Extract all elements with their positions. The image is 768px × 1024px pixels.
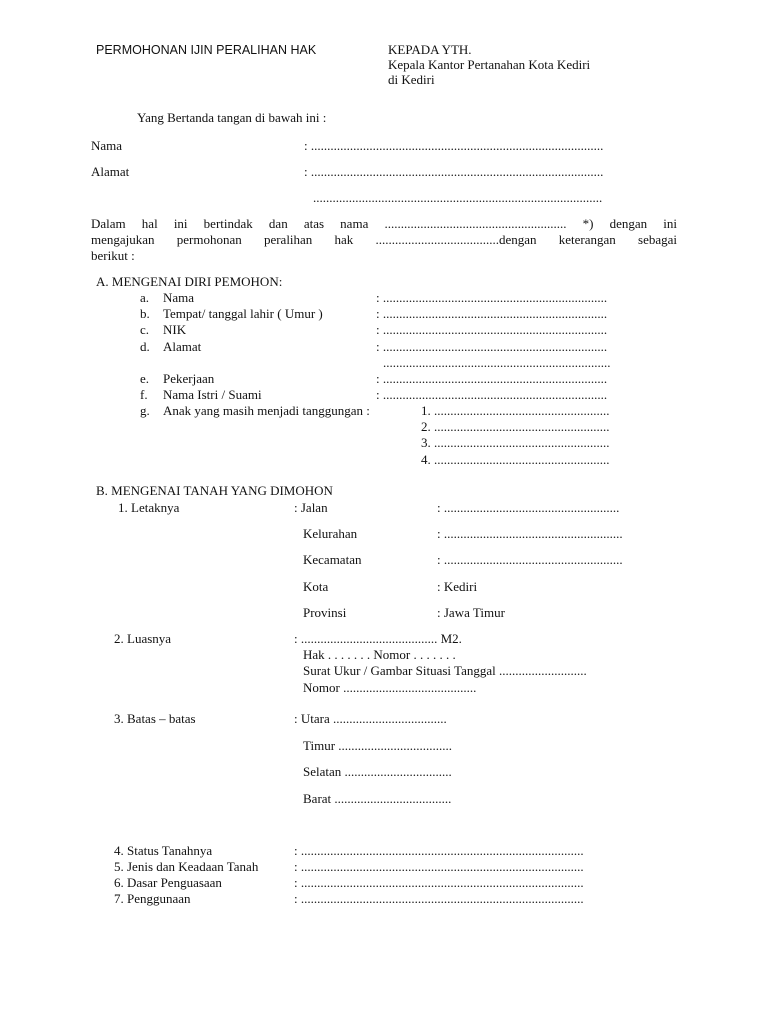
intro-nama-label: Nama (91, 138, 123, 153)
lokasi-label-kelurahan: Kelurahan (303, 526, 358, 541)
intro-paragraph-line-3: berikut : (91, 248, 135, 263)
lokasi-label-provinsi: Provinsi (303, 605, 347, 620)
section-b-jenis-label: 5. Jenis dan Keadaan Tanah (114, 859, 259, 874)
section-a-field-anak-2[interactable]: 2. ...................................................... (421, 419, 610, 434)
section-a-label-anak: Anak yang masih menjadi tanggungan : (163, 403, 370, 418)
section-a-field-nik[interactable]: : ..................................................................... (376, 322, 608, 337)
intro-nama-field[interactable]: : .......................................................................................... (304, 138, 604, 153)
batas-barat-field[interactable]: Barat .................................... (303, 791, 452, 806)
lokasi-field-kecamatan[interactable]: : ....................................................... (437, 552, 623, 567)
section-a-field-anak-1[interactable]: 1. ...................................................... (421, 403, 610, 418)
luas-hak-nomor-field[interactable]: Hak . . . . . . . Nomor . . . . . . . (303, 647, 456, 662)
intro-alamat-label: Alamat (91, 164, 130, 179)
section-a-field-istri-suami[interactable]: : ..................................................................... (376, 387, 608, 402)
batas-timur-field[interactable]: Timur ................................... (303, 738, 453, 753)
lokasi-field-jalan[interactable]: : ...................................................... (437, 500, 620, 515)
intro-alamat-field[interactable]: : .......................................................................................... (304, 164, 604, 179)
section-a-heading: A. MENGENAI DIRI PEMOHON: (96, 274, 283, 289)
batas-selatan-field[interactable]: Selatan ................................. (303, 764, 452, 779)
jenis-keadaan-field[interactable]: : ....................................................................................... (294, 859, 584, 874)
section-a-letter: d. (140, 339, 150, 354)
lokasi-label-kota: Kota (303, 579, 329, 594)
intro-signed-text: Yang Bertanda tangan di bawah ini : (137, 110, 327, 125)
intro-paragraph-line-2: mengajukan permohonan peralihan hak ......................................dengan keterangan sebagai (91, 232, 677, 247)
lokasi-field-provinsi: : Jawa Timur (437, 605, 505, 620)
lokasi-label-jalan: : Jalan (294, 500, 328, 515)
luas-surat-ukur-field[interactable]: Surat Ukur / Gambar Situasi Tanggal ........................... (303, 663, 587, 678)
section-a-field-anak-4[interactable]: 4. ...................................................... (421, 452, 610, 467)
intro-paragraph-line-1: Dalam hal ini bertindak dan atas nama ........................................................ *) dengan ini (91, 216, 677, 231)
section-a-label-istri-suami: Nama Istri / Suami (163, 387, 262, 402)
section-a-label-nama: Nama (163, 290, 195, 305)
penggunaan-field[interactable]: : ....................................................................................... (294, 891, 584, 906)
section-a-field-pekerjaan[interactable]: : ..................................................................... (376, 371, 608, 386)
section-a-field-ttl[interactable]: : ..................................................................... (376, 306, 608, 321)
section-a-letter: a. (140, 290, 150, 305)
section-a-label-ttl: Tempat/ tanggal lahir ( Umur ) (163, 306, 323, 321)
section-a-letter: g. (140, 403, 150, 418)
lokasi-field-kota: : Kediri (437, 579, 478, 594)
recipient-line-1: KEPADA YTH. (388, 42, 472, 57)
section-a-label-alamat: Alamat (163, 339, 202, 354)
section-b-luasnya-label: 2. Luasnya (114, 631, 172, 646)
document-title: PERMOHONAN IJIN PERALIHAN HAK (96, 43, 317, 57)
section-b-batas-label: 3. Batas – batas (114, 711, 196, 726)
section-a-label-pekerjaan: Pekerjaan (163, 371, 215, 386)
status-tanah-field[interactable]: : ....................................................................................... (294, 843, 584, 858)
luas-field[interactable]: : .......................................... M2. (294, 631, 462, 646)
section-a-letter: b. (140, 306, 150, 321)
section-b-status-label: 4. Status Tanahnya (114, 843, 213, 858)
section-a-label-nik: NIK (163, 322, 187, 337)
section-b-penggunaan-label: 7. Penggunaan (114, 891, 191, 906)
section-a-field-nama[interactable]: : ..................................................................... (376, 290, 608, 305)
section-a-letter: f. (140, 387, 148, 402)
batas-utara-field[interactable]: : Utara ................................... (294, 711, 447, 726)
recipient-line-3: di Kediri (388, 72, 435, 87)
luas-nomor-field[interactable]: Nomor ......................................... (303, 680, 477, 695)
section-a-field-alamat-2[interactable]: ...................................................................... (383, 355, 611, 370)
intro-alamat-field-2[interactable]: ......................................................................................... (313, 190, 603, 205)
section-a-field-anak-3[interactable]: 3. ...................................................... (421, 435, 610, 450)
dasar-penguasaan-field[interactable]: : ....................................................................................... (294, 875, 584, 890)
recipient-line-2: Kepala Kantor Pertanahan Kota Kediri (388, 57, 591, 72)
section-a-letter: c. (140, 322, 150, 337)
section-a-field-alamat[interactable]: : ..................................................................... (376, 339, 608, 354)
section-b-dasar-label: 6. Dasar Penguasaan (114, 875, 222, 890)
section-b-letaknya-label: 1. Letaknya (118, 500, 180, 515)
lokasi-label-kecamatan: Kecamatan (303, 552, 362, 567)
section-b-heading: B. MENGENAI TANAH YANG DIMOHON (96, 483, 333, 498)
section-a-letter: e. (140, 371, 150, 386)
lokasi-field-kelurahan[interactable]: : ....................................................... (437, 526, 623, 541)
